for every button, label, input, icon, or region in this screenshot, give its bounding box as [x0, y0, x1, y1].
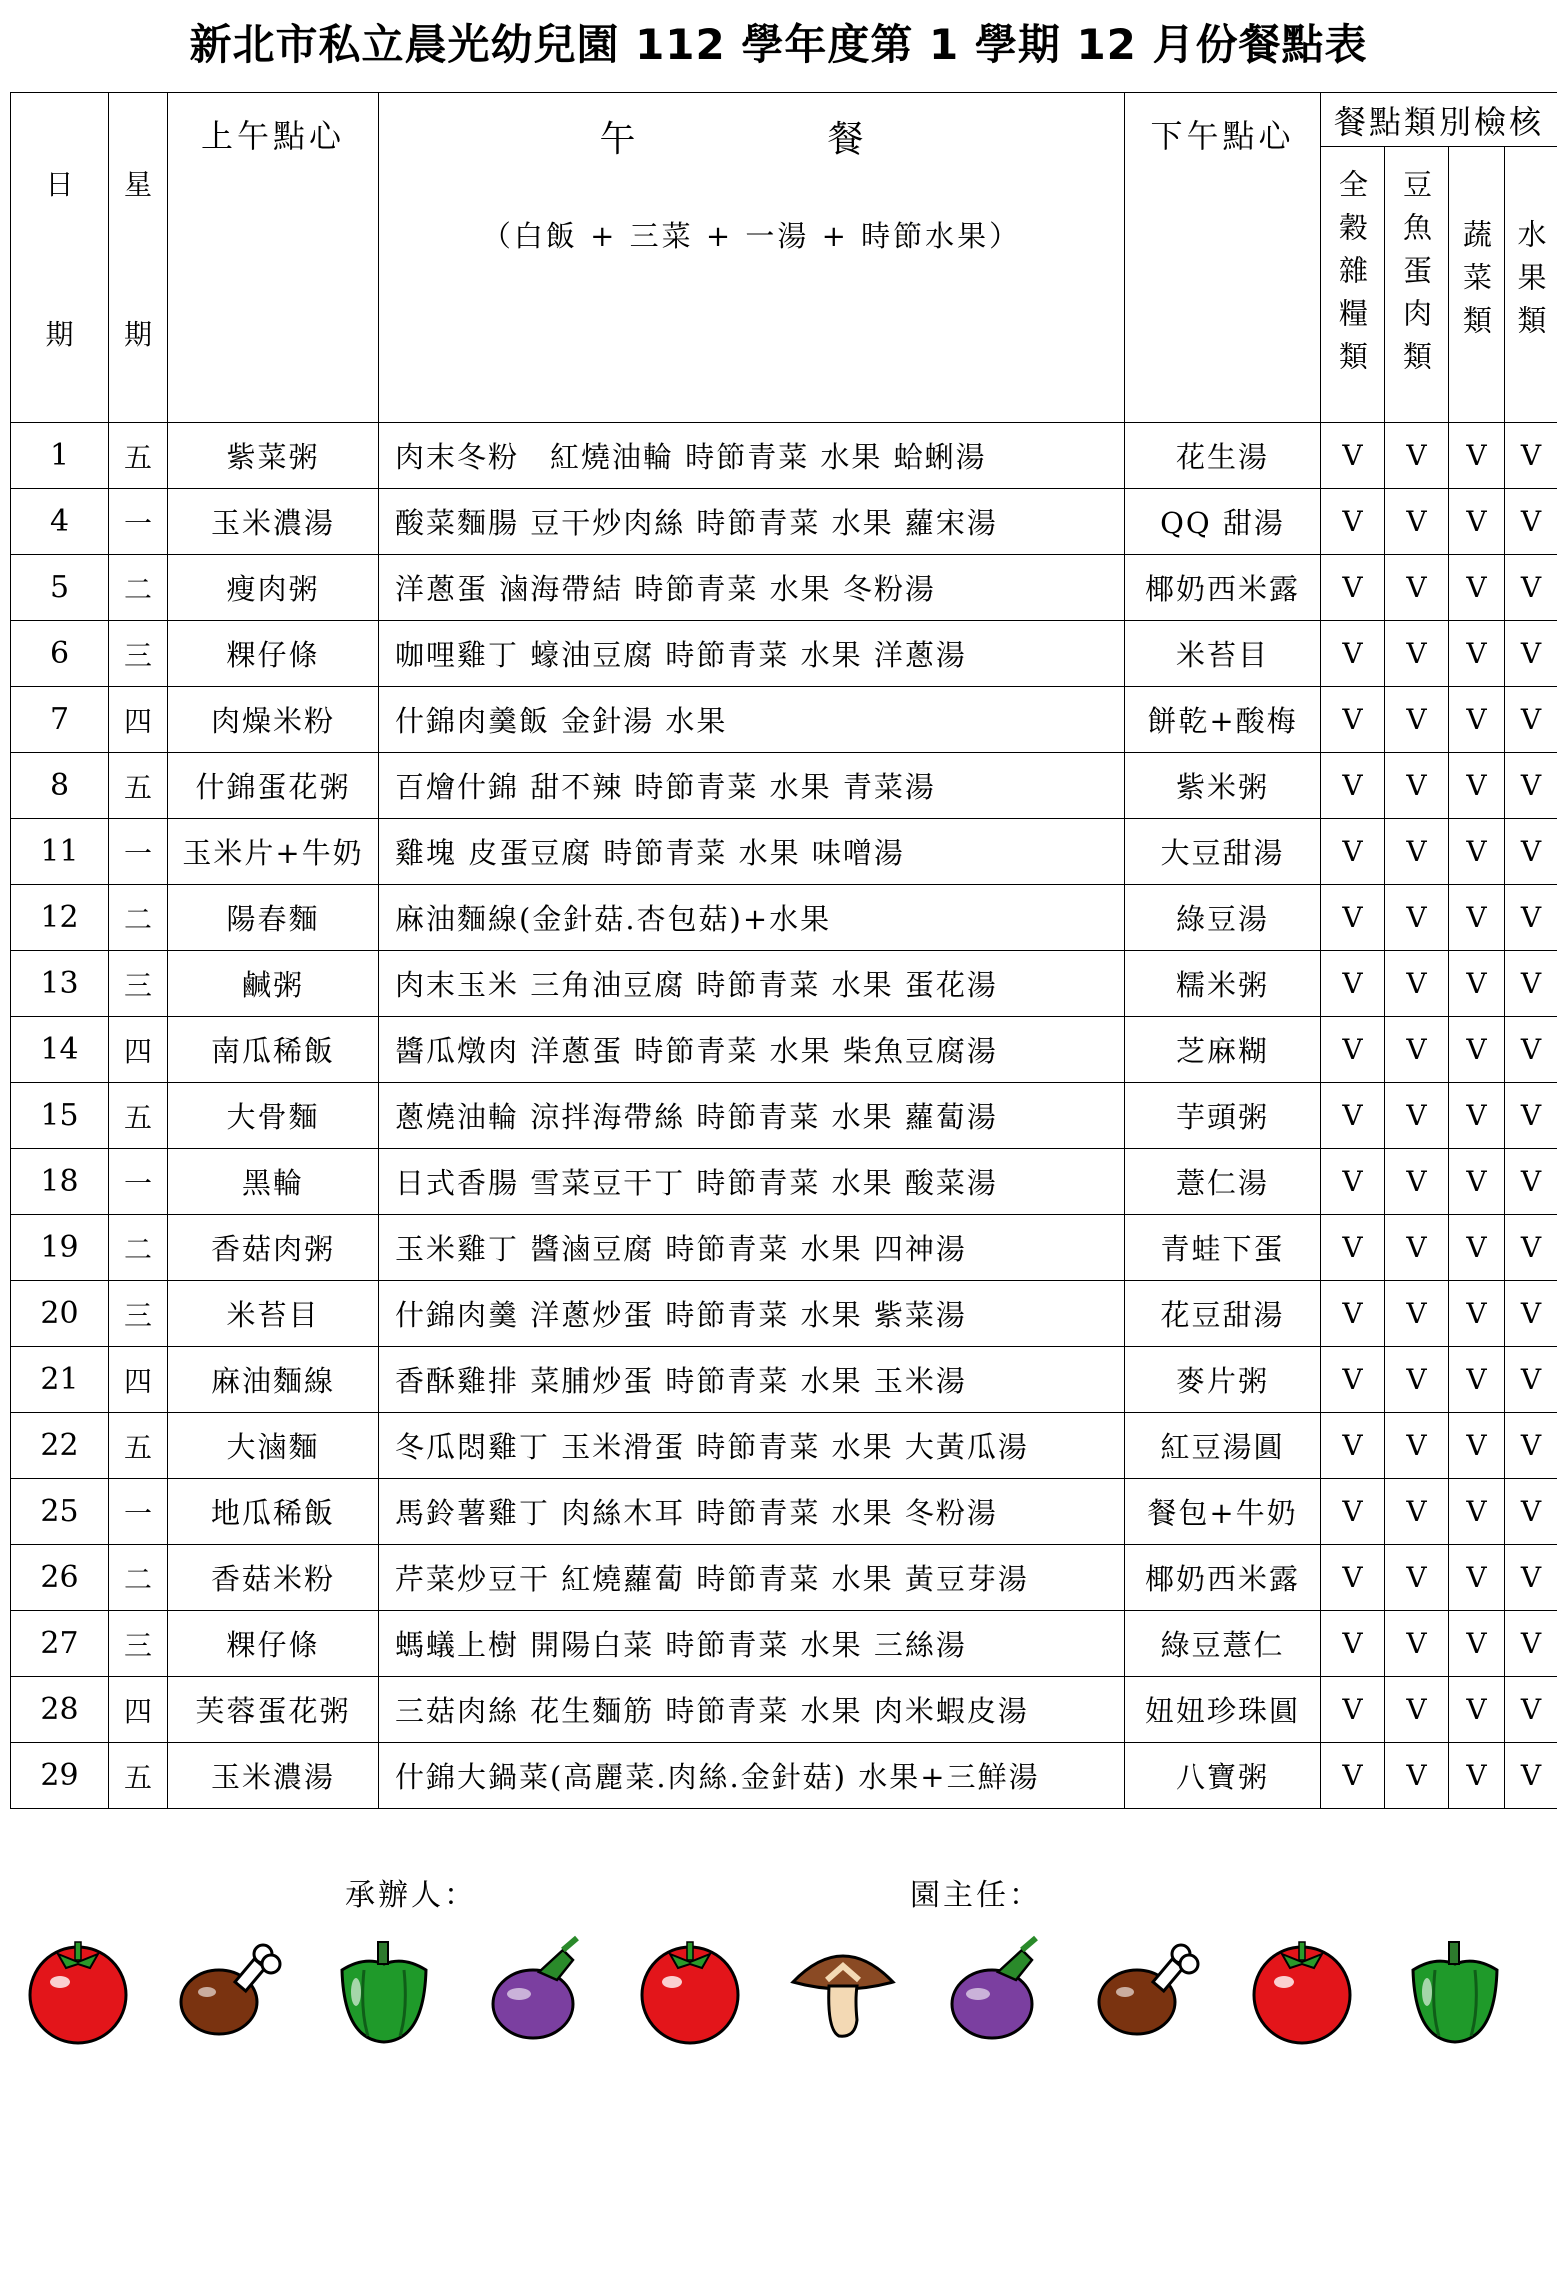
check-cell: V [1321, 423, 1385, 489]
weekday-cell: 五 [109, 423, 168, 489]
weekday-cell: 四 [109, 1347, 168, 1413]
table-row [11, 621, 1557, 687]
am-snack-cell: 玉米濃湯 [168, 1743, 379, 1809]
check-cell: V [1385, 423, 1449, 489]
eggplant-icon [477, 1920, 597, 2050]
am-snack-cell: 肉燥米粉 [168, 687, 379, 753]
pm-snack-cell: 綠豆湯 [1125, 885, 1321, 951]
check-cell: V [1449, 1281, 1505, 1347]
pm-snack-cell: 椰奶西米露 [1125, 555, 1321, 621]
check-cell: V [1449, 621, 1505, 687]
table-row [11, 1347, 1557, 1413]
weekday-cell: 三 [109, 951, 168, 1017]
lunch-cell: 醬瓜燉肉 洋蔥蛋 時節青菜 水果 柴魚豆腐湯 [379, 1017, 1125, 1083]
check-cell: V [1385, 1545, 1449, 1611]
pm-snack-cell: 妞妞珍珠圓 [1125, 1677, 1321, 1743]
am-snack-cell: 粿仔條 [168, 1611, 379, 1677]
check-cell: V [1385, 1347, 1449, 1413]
table-row [11, 1083, 1557, 1149]
am-snack-cell: 什錦蛋花粥 [168, 753, 379, 819]
header-weekday [109, 93, 168, 423]
check-cell: V [1321, 951, 1385, 1017]
date-cell: 25 [11, 1479, 109, 1545]
check-cell: V [1385, 555, 1449, 621]
check-cell: V [1449, 1677, 1505, 1743]
header-check-group: 餐點類別檢核 [1321, 93, 1557, 147]
header-date-bottom: 期 [45, 317, 74, 351]
check-cell: V [1449, 555, 1505, 621]
header-weekday-top: 星 [123, 167, 152, 201]
check-cell: V [1449, 1413, 1505, 1479]
weekday-cell: 五 [109, 1743, 168, 1809]
pm-snack-cell: 椰奶西米露 [1125, 1545, 1321, 1611]
tomato-icon [630, 1920, 750, 2050]
check-cell: V [1505, 1149, 1557, 1215]
date-cell: 28 [11, 1677, 109, 1743]
check-cell: V [1321, 621, 1385, 687]
check-cell: V [1385, 1017, 1449, 1083]
pm-snack-cell: 芝麻糊 [1125, 1017, 1321, 1083]
page-title: 新北市私立晨光幼兒園 112 學年度第 1 學期 12 月份餐點表 [189, 20, 1368, 69]
check-cell: V [1505, 687, 1557, 753]
lunch-cell: 冬瓜悶雞丁 玉米滑蛋 時節青菜 水果 大黃瓜湯 [379, 1413, 1125, 1479]
date-cell: 14 [11, 1017, 109, 1083]
check-cell: V [1385, 951, 1449, 1017]
table-row [11, 489, 1557, 555]
header-date [11, 93, 109, 423]
check-cell: V [1505, 1545, 1557, 1611]
check-cell: V [1385, 489, 1449, 555]
check-cell: V [1385, 1479, 1449, 1545]
date-cell: 13 [11, 951, 109, 1017]
weekday-cell: 一 [109, 819, 168, 885]
date-cell: 7 [11, 687, 109, 753]
weekday-cell: 一 [109, 489, 168, 555]
pm-snack-cell: 大豆甜湯 [1125, 819, 1321, 885]
am-snack-cell: 南瓜稀飯 [168, 1017, 379, 1083]
header-weekday-bottom: 期 [123, 317, 152, 351]
weekday-cell: 四 [109, 1677, 168, 1743]
check-cell: V [1505, 885, 1557, 951]
pm-snack-cell: 麥片粥 [1125, 1347, 1321, 1413]
lunch-cell: 日式香腸 雪菜豆干丁 時節青菜 水果 酸菜湯 [379, 1149, 1125, 1215]
check-cell: V [1321, 555, 1385, 621]
check-cell: V [1505, 1413, 1557, 1479]
lunch-cell: 酸菜麵腸 豆干炒肉絲 時節青菜 水果 蘿宋湯 [379, 489, 1125, 555]
table-row [11, 1413, 1557, 1479]
weekday-cell: 五 [109, 1083, 168, 1149]
green-pepper-icon [324, 1920, 444, 2050]
check-cell: V [1321, 489, 1385, 555]
pm-snack-cell: 紫米粥 [1125, 753, 1321, 819]
am-snack-cell: 黑輪 [168, 1149, 379, 1215]
date-cell: 27 [11, 1611, 109, 1677]
check-cell: V [1449, 1149, 1505, 1215]
weekday-cell: 三 [109, 1611, 168, 1677]
weekday-cell: 三 [109, 1281, 168, 1347]
check-cell: V [1449, 1743, 1505, 1809]
lunch-cell: 百燴什錦 甜不辣 時節青菜 水果 青菜湯 [379, 753, 1125, 819]
check-cell: V [1321, 753, 1385, 819]
am-snack-cell: 麻油麵線 [168, 1347, 379, 1413]
header-date-top: 日 [45, 167, 74, 201]
table-row [11, 951, 1557, 1017]
table-row [11, 1545, 1557, 1611]
header-lunch [379, 93, 1125, 423]
weekday-cell: 五 [109, 753, 168, 819]
header-lunch-title: 午 餐 [599, 119, 904, 160]
check-cell: V [1505, 1743, 1557, 1809]
check-cell: V [1321, 1149, 1385, 1215]
am-snack-cell: 大骨麵 [168, 1083, 379, 1149]
date-cell: 11 [11, 819, 109, 885]
am-snack-cell: 地瓜稀飯 [168, 1479, 379, 1545]
weekday-cell: 二 [109, 555, 168, 621]
table-row [11, 885, 1557, 951]
check-cell: V [1385, 885, 1449, 951]
check-cell: V [1505, 753, 1557, 819]
check-cell: V [1321, 1611, 1385, 1677]
check-cell: V [1321, 1215, 1385, 1281]
eggplant-icon [936, 1920, 1056, 2050]
weekday-cell: 三 [109, 621, 168, 687]
drumstick-icon [1089, 1920, 1209, 2050]
lunch-cell: 肉末冬粉 紅燒油輪 時節青菜 水果 蛤蜊湯 [379, 423, 1125, 489]
lunch-cell: 肉末玉米 三角油豆腐 時節青菜 水果 蛋花湯 [379, 951, 1125, 1017]
handler-label: 承辦人： [345, 1878, 477, 1913]
lunch-cell: 麻油麵線(金針菇.杏包菇)+水果 [379, 885, 1125, 951]
check-cell: V [1385, 1743, 1449, 1809]
date-cell: 6 [11, 621, 109, 687]
table-row [11, 1017, 1557, 1083]
check-cell: V [1385, 1611, 1449, 1677]
header-check-protein: 豆魚蛋肉類 [1385, 147, 1449, 423]
check-cell: V [1505, 1281, 1557, 1347]
lunch-cell: 雞塊 皮蛋豆腐 時節青菜 水果 味噌湯 [379, 819, 1125, 885]
director-label: 園主任： [910, 1878, 1042, 1913]
pm-snack-cell: 芋頭粥 [1125, 1083, 1321, 1149]
table-row [11, 1281, 1557, 1347]
pm-snack-cell: 米苔目 [1125, 621, 1321, 687]
table-row [11, 555, 1557, 621]
weekday-cell: 一 [109, 1479, 168, 1545]
check-cell: V [1449, 1479, 1505, 1545]
food-icon-strip [18, 1920, 1548, 2060]
weekday-cell: 二 [109, 1545, 168, 1611]
table-row [11, 423, 1557, 489]
mushroom-icon [783, 1920, 903, 2050]
date-cell: 18 [11, 1149, 109, 1215]
am-snack-cell: 鹹粥 [168, 951, 379, 1017]
date-cell: 1 [11, 423, 109, 489]
table-row [11, 753, 1557, 819]
weekday-cell: 一 [109, 1149, 168, 1215]
check-cell: V [1505, 1215, 1557, 1281]
weekday-cell: 五 [109, 1413, 168, 1479]
lunch-cell: 蔥燒油輪 涼拌海帶絲 時節青菜 水果 蘿蔔湯 [379, 1083, 1125, 1149]
check-cell: V [1505, 621, 1557, 687]
check-cell: V [1505, 489, 1557, 555]
tomato-icon [1242, 1920, 1362, 2050]
check-cell: V [1449, 819, 1505, 885]
am-snack-cell: 玉米片+牛奶 [168, 819, 379, 885]
check-cell: V [1321, 819, 1385, 885]
am-snack-cell: 玉米濃湯 [168, 489, 379, 555]
lunch-cell: 什錦肉羹飯 金針湯 水果 [379, 687, 1125, 753]
header-am-snack: 上午點心 [168, 93, 379, 423]
check-cell: V [1449, 687, 1505, 753]
check-cell: V [1385, 753, 1449, 819]
check-cell: V [1321, 1347, 1385, 1413]
check-cell: V [1385, 687, 1449, 753]
check-cell: V [1449, 1347, 1505, 1413]
date-cell: 29 [11, 1743, 109, 1809]
am-snack-cell: 瘦肉粥 [168, 555, 379, 621]
check-cell: V [1321, 1413, 1385, 1479]
pm-snack-cell: 青蛙下蛋 [1125, 1215, 1321, 1281]
date-cell: 5 [11, 555, 109, 621]
lunch-cell: 馬鈴薯雞丁 肉絲木耳 時節青菜 水果 冬粉湯 [379, 1479, 1125, 1545]
check-cell: V [1449, 1083, 1505, 1149]
lunch-cell: 香酥雞排 菜脯炒蛋 時節青菜 水果 玉米湯 [379, 1347, 1125, 1413]
table-row [11, 687, 1557, 753]
date-cell: 20 [11, 1281, 109, 1347]
check-cell: V [1449, 1215, 1505, 1281]
pm-snack-cell: 花生湯 [1125, 423, 1321, 489]
check-cell: V [1505, 423, 1557, 489]
header-check-fruit: 水果類 [1505, 147, 1557, 423]
check-cell: V [1321, 885, 1385, 951]
lunch-cell: 芹菜炒豆干 紅燒蘿蔔 時節青菜 水果 黃豆芽湯 [379, 1545, 1125, 1611]
date-cell: 19 [11, 1215, 109, 1281]
check-cell: V [1321, 1083, 1385, 1149]
am-snack-cell: 陽春麵 [168, 885, 379, 951]
table-row [11, 1479, 1557, 1545]
date-cell: 15 [11, 1083, 109, 1149]
check-cell: V [1505, 951, 1557, 1017]
date-cell: 8 [11, 753, 109, 819]
am-snack-cell: 芙蓉蛋花粥 [168, 1677, 379, 1743]
check-cell: V [1385, 1215, 1449, 1281]
pm-snack-cell: 餐包+牛奶 [1125, 1479, 1321, 1545]
lunch-cell: 咖哩雞丁 蠔油豆腐 時節青菜 水果 洋蔥湯 [379, 621, 1125, 687]
table-row [11, 1215, 1557, 1281]
lunch-cell: 什錦大鍋菜(高麗菜.肉絲.金針菇) 水果+三鮮湯 [379, 1743, 1125, 1809]
am-snack-cell: 香菇米粉 [168, 1545, 379, 1611]
check-cell: V [1449, 1545, 1505, 1611]
check-cell: V [1449, 423, 1505, 489]
pm-snack-cell: 花豆甜湯 [1125, 1281, 1321, 1347]
pm-snack-cell: 薏仁湯 [1125, 1149, 1321, 1215]
header-check-vegetable: 蔬菜類 [1449, 147, 1505, 423]
date-cell: 4 [11, 489, 109, 555]
lunch-cell: 三菇肉絲 花生麵筋 時節青菜 水果 肉米蝦皮湯 [379, 1677, 1125, 1743]
date-cell: 21 [11, 1347, 109, 1413]
table-row [11, 1743, 1557, 1809]
check-cell: V [1321, 1281, 1385, 1347]
meal-table [10, 92, 1557, 1809]
pm-snack-cell: 八寶粥 [1125, 1743, 1321, 1809]
check-cell: V [1505, 1677, 1557, 1743]
am-snack-cell: 米苔目 [168, 1281, 379, 1347]
weekday-cell: 二 [109, 1215, 168, 1281]
check-cell: V [1505, 1017, 1557, 1083]
header-check-grains: 全穀雜糧類 [1321, 147, 1385, 423]
pm-snack-cell: 糯米粥 [1125, 951, 1321, 1017]
check-cell: V [1505, 1611, 1557, 1677]
check-cell: V [1321, 1017, 1385, 1083]
check-cell: V [1321, 687, 1385, 753]
am-snack-cell: 紫菜粥 [168, 423, 379, 489]
check-cell: V [1385, 1083, 1449, 1149]
table-row [11, 1677, 1557, 1743]
lunch-cell: 什錦肉羹 洋蔥炒蛋 時節青菜 水果 紫菜湯 [379, 1281, 1125, 1347]
green-pepper-icon [1395, 1920, 1515, 2050]
date-cell: 12 [11, 885, 109, 951]
drumstick-icon [171, 1920, 291, 2050]
lunch-cell: 洋蔥蛋 滷海帶結 時節青菜 水果 冬粉湯 [379, 555, 1125, 621]
check-cell: V [1449, 1611, 1505, 1677]
check-cell: V [1385, 1413, 1449, 1479]
check-cell: V [1321, 1545, 1385, 1611]
check-cell: V [1505, 1479, 1557, 1545]
pm-snack-cell: 綠豆薏仁 [1125, 1611, 1321, 1677]
date-cell: 26 [11, 1545, 109, 1611]
header-pm-snack: 下午點心 [1125, 93, 1321, 423]
pm-snack-cell: 餅乾+酸梅 [1125, 687, 1321, 753]
check-cell: V [1449, 489, 1505, 555]
check-cell: V [1505, 1083, 1557, 1149]
table-row [11, 1611, 1557, 1677]
am-snack-cell: 香菇肉粥 [168, 1215, 379, 1281]
pm-snack-cell: QQ 甜湯 [1125, 489, 1321, 555]
check-cell: V [1385, 1149, 1449, 1215]
check-cell: V [1449, 1017, 1505, 1083]
weekday-cell: 二 [109, 885, 168, 951]
check-cell: V [1385, 819, 1449, 885]
table-row [11, 1149, 1557, 1215]
check-cell: V [1385, 1677, 1449, 1743]
weekday-cell: 四 [109, 1017, 168, 1083]
pm-snack-cell: 紅豆湯圓 [1125, 1413, 1321, 1479]
check-cell: V [1321, 1743, 1385, 1809]
check-cell: V [1321, 1677, 1385, 1743]
check-cell: V [1449, 951, 1505, 1017]
check-cell: V [1449, 885, 1505, 951]
check-cell: V [1505, 555, 1557, 621]
check-cell: V [1505, 1347, 1557, 1413]
weekday-cell: 四 [109, 687, 168, 753]
am-snack-cell: 粿仔條 [168, 621, 379, 687]
check-cell: V [1385, 621, 1449, 687]
lunch-cell: 玉米雞丁 醬滷豆腐 時節青菜 水果 四神湯 [379, 1215, 1125, 1281]
table-row [11, 819, 1557, 885]
header-lunch-sub: （白飯 + 三菜 + 一湯 + 時節水果） [481, 219, 1022, 253]
lunch-cell: 螞蟻上樹 開陽白菜 時節青菜 水果 三絲湯 [379, 1611, 1125, 1677]
am-snack-cell: 大滷麵 [168, 1413, 379, 1479]
date-cell: 22 [11, 1413, 109, 1479]
tomato-icon [18, 1920, 138, 2050]
check-cell: V [1321, 1479, 1385, 1545]
check-cell: V [1449, 753, 1505, 819]
check-cell: V [1505, 819, 1557, 885]
check-cell: V [1385, 1281, 1449, 1347]
